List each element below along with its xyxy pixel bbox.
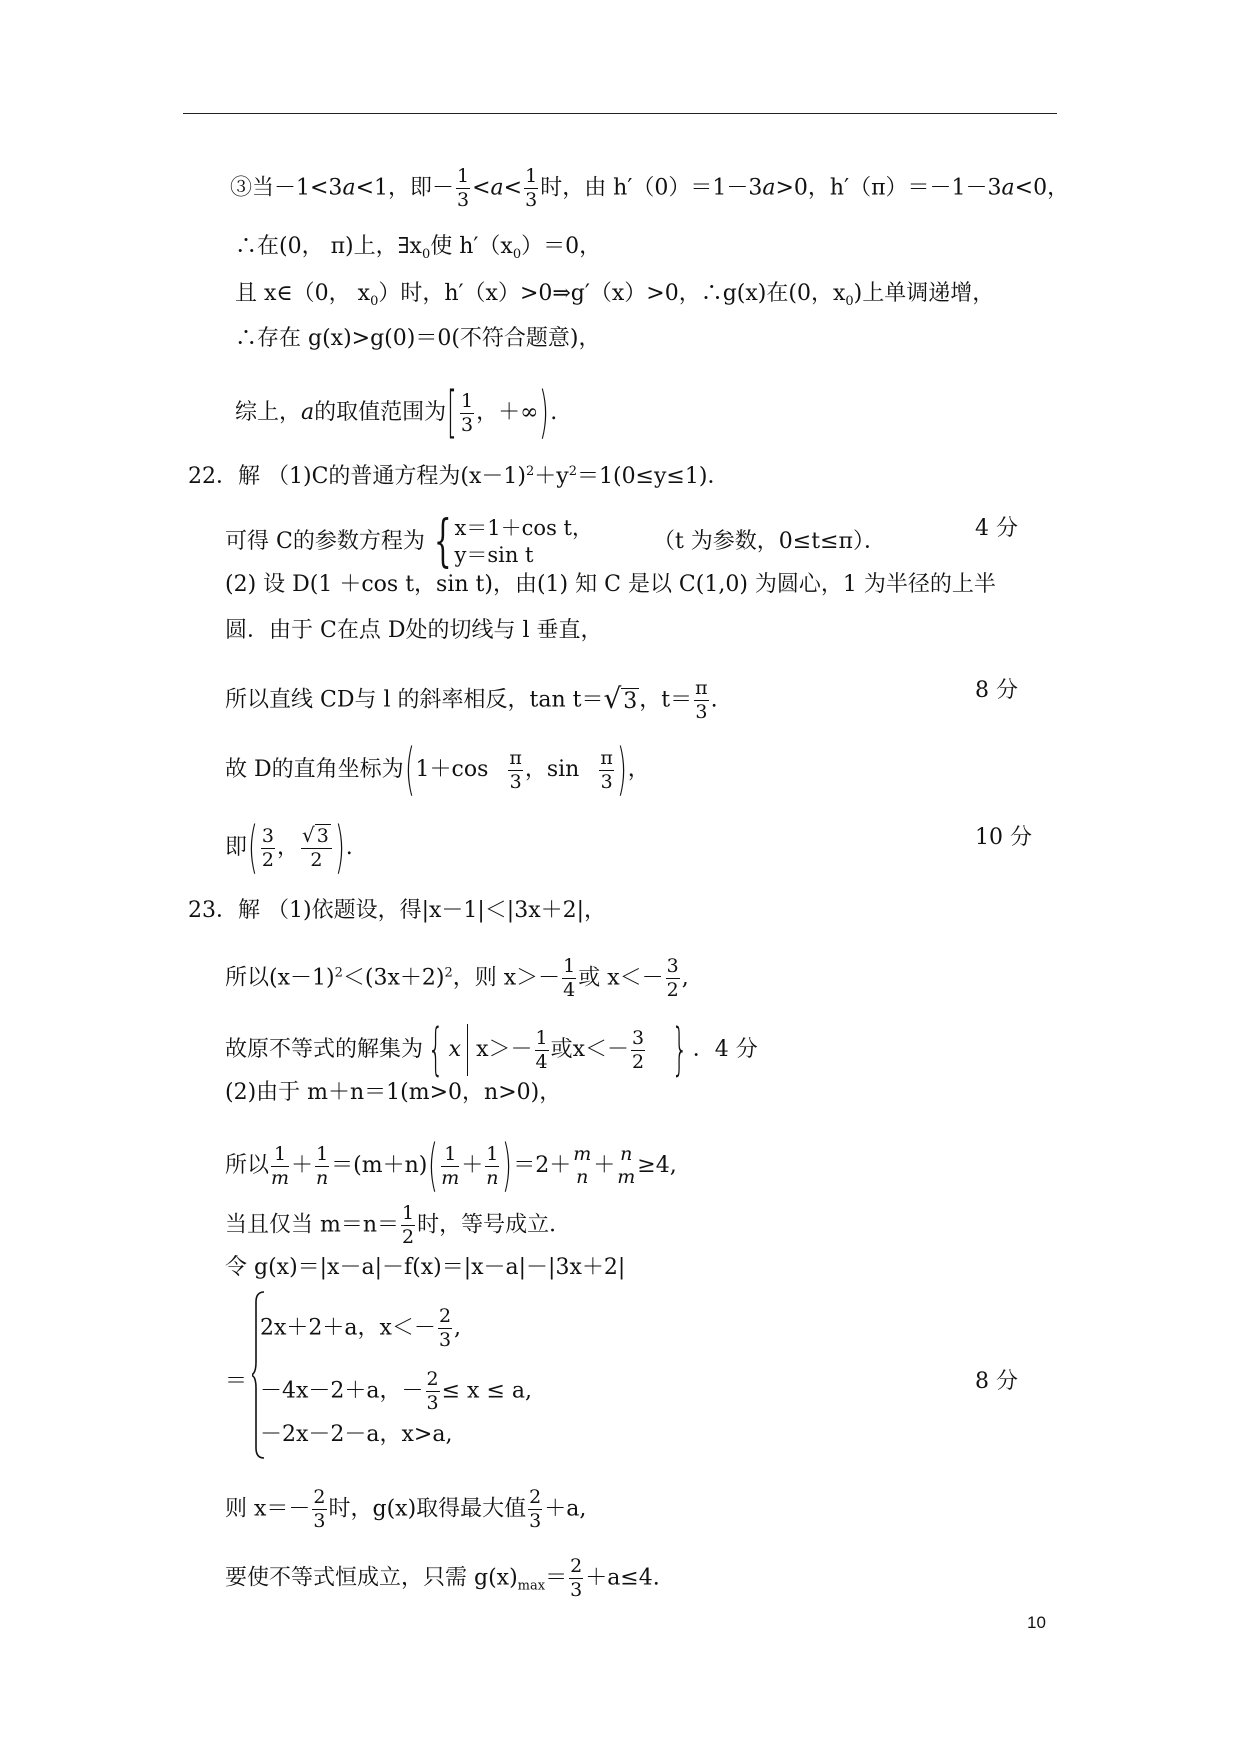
- fraction-1-m: $\frac{1}{m}$: [271, 1142, 290, 1189]
- fraction-two-thirds: $\frac{2}{3}$: [313, 1486, 326, 1532]
- fraction-one-third: $\frac{1}{3}$: [457, 165, 470, 211]
- piece-1: 2x＋2＋a，x＜－ $\frac{2}{3}$ ,: [260, 1305, 462, 1351]
- q22-coordinates: 故 D的直角坐标为(1＋cos $\frac{\pi}{3}$ ，sin $\frac{\pi}{3}$ )，: [225, 737, 650, 802]
- fraction-two-thirds: $\frac{2}{3}$: [438, 1305, 452, 1351]
- q23-heading: 23．解 （1)依题设，得|x－1|＜|3x＋2|，: [188, 898, 607, 923]
- header-rule: [183, 113, 1057, 114]
- fraction-two-thirds: $\frac{2}{3}$: [426, 1368, 439, 1414]
- fraction-two-thirds: $\frac{2}{3}$: [529, 1486, 542, 1532]
- fraction-three-half: $\frac{3}{2}$: [261, 824, 274, 871]
- q23-equality: 当且仅当 m＝n＝ $\frac{1}{2}$ 时，等号成立．: [225, 1202, 572, 1248]
- q23-requirement: 要使不等式恒成立，只需 $g(x)_{max}=$ $\frac{2}{3}$ ＋a≤4.: [225, 1555, 660, 1601]
- q22-result: 即( $\frac{3}{2}$ ， $\frac{√ 3}{2}$ ).: [225, 815, 353, 880]
- q23-solution-set: 故原不等式的解集为{ x x＞－ $\frac{1}{4}$ 或x＜－ $\frac{3}{2}$ } ．4 分: [225, 1017, 758, 1082]
- fraction-pi-third: $\frac{\pi}{3}$: [695, 677, 708, 723]
- piece-3: －2x－2－a，x>a,: [260, 1422, 453, 1447]
- line-conclusion: 综上，a的取值范围为[ $\frac{1}{3}$ ，＋∞).: [235, 380, 558, 445]
- fraction-one-third: $\frac{1}{3}$: [461, 389, 474, 436]
- fraction-sqrt3-half: $\frac{√ 3}{2}$: [301, 824, 332, 872]
- score-8b: 8 分: [975, 1369, 1018, 1394]
- q22-parametric: 可得 C的参数方程为 { x＝1＋cos t， y＝sin t （t 为参数，0≤t≤π）．: [225, 509, 886, 574]
- score-10: 10 分: [975, 825, 1032, 850]
- q23-define-g: 令 g(x)＝|x－a|－f(x)＝|x－a|－|3x＋2|: [225, 1255, 626, 1280]
- piece-2: －4x－2＋a，－ $\frac{2}{3}$ ≤ x ≤ a,: [260, 1368, 532, 1414]
- score-8: 8 分: [975, 678, 1018, 703]
- fraction-m-n: m n: [573, 1143, 592, 1188]
- q23-am-gm: 所以 $\frac{1}{m}+$ $\frac{1}{n}=(m+n)$( $\frac{1}{m}+$ $\frac{1}{n})=2+$ m n ＋ n m≥4,: [225, 1133, 677, 1198]
- q23-square: 所以$(x-1)^2<(3x+2)^2$，则 x＞－ $\frac{1}{4}$ 或 x＜－ $\frac{3}{2}$ ,: [225, 955, 689, 1001]
- fraction-one-third: $\frac{1}{3}$: [525, 165, 538, 211]
- q22-tangent: 圆．由于 C在点 D处的切线与 l 垂直，: [225, 618, 603, 643]
- line-contradiction: ∴存在 g(x)>g(0)＝0(不符合题意)，: [235, 326, 601, 351]
- q22-part2: (2) 设 D(1 ＋cos t，sin t)，由(1) 知 C 是以 C(1,0) 为圆心，1 为半径的上半: [225, 572, 996, 597]
- fraction-pi-third: $\frac{\pi}{3}$: [600, 746, 613, 793]
- score-4: 4 分: [975, 516, 1018, 541]
- fraction-1-n: $\frac{1}{n}$: [315, 1142, 329, 1189]
- fraction-n-m: n m: [617, 1143, 636, 1188]
- fraction-two-thirds: $\frac{2}{3}$: [570, 1555, 583, 1601]
- fraction-three-half: $\frac{3}{2}$: [632, 1026, 645, 1073]
- fraction-three-half: $\frac{3}{2}$: [666, 955, 679, 1001]
- line-monotone: 且 x∈（0， $x_0$）时，h′（x）>0⇒g′（x）>0，∴g(x)在(0，$x_0$)上单调递增，: [235, 281, 995, 309]
- fraction-one-half: $\frac{1}{2}$: [402, 1202, 415, 1248]
- fraction-one-quarter: $\frac{1}{4}$: [563, 955, 576, 1001]
- line-case3: ③当－1<3a<1，即－ $\frac{1}{3}$ <a< $\frac{1}{3}$ 时，由 h′（0）＝1－3a>0，h′（π）＝－1－3a<0，: [230, 165, 1070, 211]
- q22-heading: 22．解 （1)C的普通方程为$(x-1)^2+y^2=1(0\le y\le 1)$．: [188, 464, 730, 489]
- page-number: 10: [1027, 1613, 1046, 1632]
- q23-max: 则 x＝－ $\frac{2}{3}$ 时，g(x)取得最大值 $\frac{2}{3}$ ＋a,: [225, 1486, 587, 1532]
- line-exists-x0: ∴在(0， π)上，$\exists x_0$使 $h'(x_0)=0$，: [235, 234, 602, 262]
- q23-equals-sign: ＝: [225, 1369, 248, 1394]
- fraction-1-m: $\frac{1}{m}$: [441, 1142, 460, 1189]
- q23-part2: (2)由于 m＋n＝1(m>0，n>0)，: [225, 1080, 562, 1105]
- fraction-pi-third: $\frac{\pi}{3}$: [509, 746, 522, 793]
- q22-slope: 所以直线 CD与 l 的斜率相反，tan t＝√3，t＝ $\frac{\pi}{3}$ .: [225, 677, 718, 723]
- fraction-1-n: $\frac{1}{n}$: [486, 1142, 499, 1189]
- fraction-one-quarter: $\frac{1}{4}$: [535, 1026, 548, 1073]
